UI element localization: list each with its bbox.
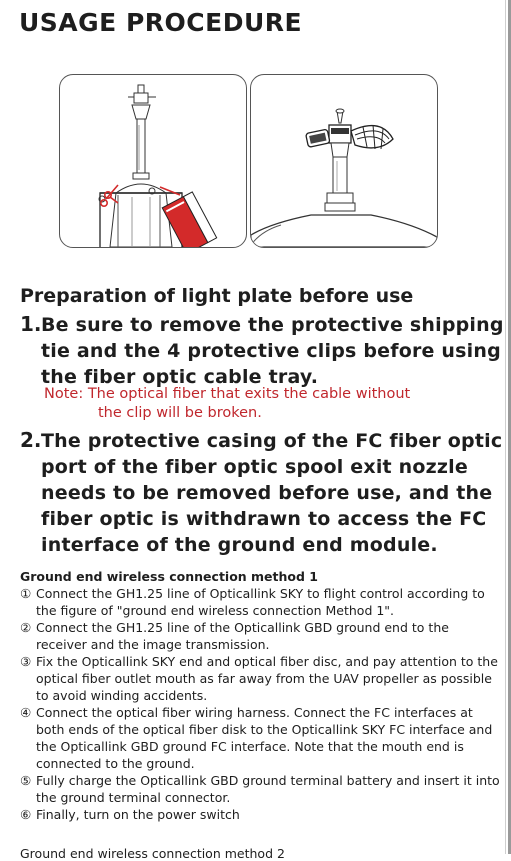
item-text: Be sure to remove the protective shipping tie and the 4 protective clips before using the fiber optic cable tray. — [41, 314, 504, 388]
list-item — [20, 585, 500, 619]
step-number: ① — [20, 586, 32, 601]
step-number: ② — [20, 620, 32, 635]
item-number: 1. — [20, 312, 42, 336]
list-item — [20, 772, 500, 806]
step-number: ⑥ — [20, 807, 32, 822]
item-number: 2. — [20, 428, 42, 452]
page-title: USAGE PROCEDURE — [19, 8, 303, 37]
step-number: ③ — [20, 654, 32, 669]
spool-image-left — [59, 74, 247, 248]
step-text: Fully charge the Opticallink GBD ground terminal battery and insert it into the ground terminal connector. — [36, 773, 500, 805]
warning-note — [44, 385, 494, 423]
item-text: The protective casing of the FC fiber optic port of the fiber optic spool exit nozzle needs to be removed before use, and the fiber optic is withdrawn to access the FC interface of the ground end module. — [41, 430, 503, 556]
step-text: Connect the optical fiber wiring harness. Connect the FC interfaces at both ends of the optical fiber disk to the Opticallink SKY FC interface and the Opticallink GBD ground FC interface. Note that the mouth end is connected to the ground. — [36, 705, 493, 771]
note-line-1: Note: The optical fiber that exits the cable without — [44, 386, 411, 402]
list-item — [20, 704, 500, 772]
step-text: Finally, turn on the power switch — [36, 807, 240, 822]
next-section-heading-partial: Ground end wireless connection method 2 — [20, 846, 285, 861]
step-text: Connect the GH1.25 line of Opticallink SKY to flight control according to the figure of "ground end wireless connection Method 1". — [36, 586, 485, 618]
step-number: ⑤ — [20, 773, 32, 788]
spool-image-right — [250, 74, 438, 248]
note-line-2: the clip will be broken. — [98, 405, 262, 421]
step-list — [20, 585, 500, 823]
page-edge-inner — [505, 0, 506, 854]
preparation-heading: Preparation of light plate before use — [20, 285, 414, 307]
preparation-item-1 — [20, 312, 505, 390]
spool-with-tag-illustration — [60, 75, 246, 247]
list-item — [20, 653, 500, 704]
list-item — [20, 619, 500, 653]
step-number: ④ — [20, 705, 32, 720]
ground-method-heading: Ground end wireless connection method 1 — [20, 569, 318, 584]
preparation-item-2 — [20, 428, 505, 558]
list-item — [20, 806, 500, 823]
step-text: Fix the Opticallink SKY end and optical fiber disc, and pay attention to the optical fiber outlet mouth as far away from the UAV propeller as possible to avoid winding accidents. — [36, 654, 498, 703]
spool-nozzle-illustration — [251, 75, 437, 247]
step-text: Connect the GH1.25 line of the Opticallink GBD ground end to the receiver and the image transmission. — [36, 620, 449, 652]
